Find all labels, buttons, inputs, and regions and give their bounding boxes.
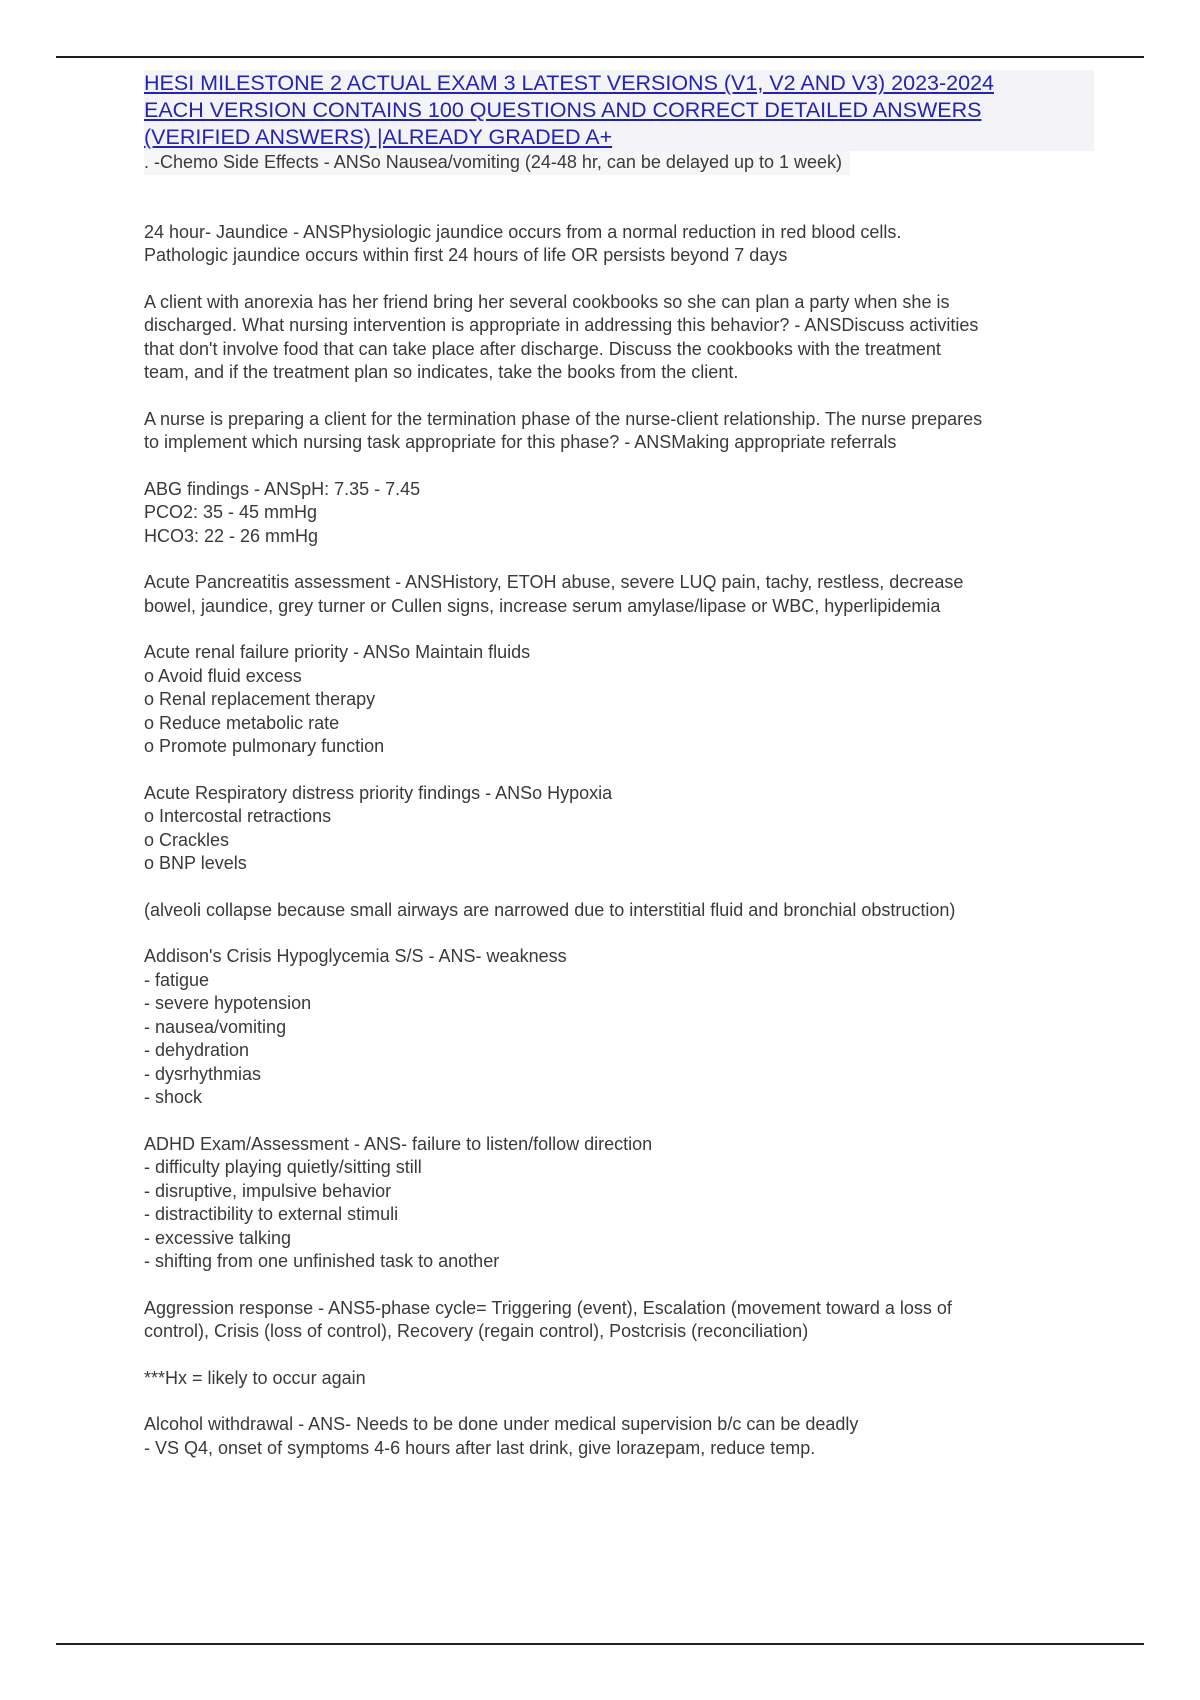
entry-line: A client with anorexia has her friend bring her several cookbooks so she can plan a party when she is: [144, 291, 950, 312]
lead-entry: . -Chemo Side Effects - ANSo Nausea/vomiting (24-48 hr, can be delayed up to 1 week): [144, 151, 850, 175]
qa-entry: [144, 945, 1094, 1110]
title-line: (VERIFIED ANSWERS) |ALREADY GRADED A+: [144, 125, 613, 149]
entry-line: A nurse is preparing a client for the termination phase of the nurse-client relationship. The nurse prepares: [144, 408, 983, 429]
entry-line: - excessive talking: [144, 1227, 292, 1248]
entry-line: HCO3: 22 - 26 mmHg: [144, 525, 319, 546]
qa-entry: [144, 641, 1094, 759]
qa-entry: [144, 221, 1094, 268]
qa-entry: [144, 478, 1094, 549]
entry-line: o Intercostal retractions: [144, 806, 332, 826]
spacer: [144, 618, 1094, 641]
spacer: [144, 268, 1094, 291]
entry-line: - distractibility to external stimuli: [144, 1204, 399, 1224]
entry-line: - shock: [144, 1087, 203, 1107]
spacer: [144, 385, 1094, 408]
entry-line: - nausea/vomiting: [144, 1016, 287, 1037]
entry-line: - shifting from one unfinished task to another: [144, 1251, 500, 1271]
spacer: [144, 1110, 1094, 1133]
entry-line: - dehydration: [144, 1040, 250, 1060]
entry-line: o BNP levels: [144, 853, 247, 873]
qa-entry: [144, 408, 1094, 455]
entries-list: [144, 175, 1094, 1461]
entry-line: o Renal replacement therapy: [144, 689, 376, 709]
entry-line: Acute Respiratory distress priority findings - ANSo Hypoxia: [144, 782, 613, 803]
entry-line: control), Crisis (loss of control), Recovery (regain control), Postcrisis (reconciliation): [144, 1321, 809, 1341]
title-line: EACH VERSION CONTAINS 100 QUESTIONS AND CORRECT DETAILED ANSWERS: [144, 98, 982, 122]
spacer: [144, 876, 1094, 899]
entry-line: ***Hx = likely to occur again: [144, 1367, 366, 1388]
entry-line: o Crackles: [144, 829, 230, 850]
entry-line: ADHD Exam/Assessment - ANS- failure to listen/follow direction: [144, 1133, 653, 1154]
qa-entry: [144, 1297, 1094, 1344]
entry-line: o Avoid fluid excess: [144, 665, 302, 686]
entry-line: to implement which nursing task appropriate for this phase? - ANSMaking appropriate referrals: [144, 432, 897, 452]
entry-line: Aggression response - ANS5-phase cycle= Triggering (event), Escalation (movement toward a loss of: [144, 1297, 952, 1318]
entry-line: - fatigue: [144, 969, 210, 990]
spacer: [144, 1344, 1094, 1367]
entry-line: - disruptive, impulsive behavior: [144, 1180, 392, 1201]
bottom-rule: [56, 1643, 1144, 1645]
entry-line: - dysrhythmias: [144, 1063, 262, 1084]
entry-line: bowel, jaundice, grey turner or Cullen signs, increase serum amylase/lipase or WBC, hyperlipidemia: [144, 595, 941, 616]
entry-line: discharged. What nursing intervention is appropriate in addressing this behavior? - ANSDiscuss activities: [144, 315, 979, 335]
entry-line: Pathologic jaundice occurs within first 24 hours of life OR persists beyond 7 days: [144, 245, 788, 265]
spacer: [144, 759, 1094, 782]
entry-line: - difficulty playing quietly/sitting still: [144, 1157, 422, 1177]
document-title-link[interactable]: [144, 70, 1094, 151]
entry-line: - severe hypotension: [144, 993, 312, 1013]
entry-line: Addison's Crisis Hypoglycemia S/S - ANS- weakness: [144, 946, 567, 966]
entry-line: Alcohol withdrawal - ANS- Needs to be done under medical supervision b/c can be deadly: [144, 1414, 859, 1434]
qa-entry: [144, 291, 1094, 385]
spacer: [144, 548, 1094, 571]
top-rule: [56, 56, 1144, 58]
spacer: [144, 175, 1094, 221]
qa-entry: [144, 571, 1094, 618]
qa-entry: [144, 1133, 1094, 1274]
entry-line: - VS Q4, onset of symptoms 4-6 hours after last drink, give lorazepam, reduce temp.: [144, 1437, 816, 1458]
spacer: [144, 1390, 1094, 1413]
title-line: HESI MILESTONE 2 ACTUAL EXAM 3 LATEST VERSIONS (V1, V2 AND V3) 2023-2024: [144, 71, 994, 95]
document-body: [144, 70, 1094, 1460]
spacer: [144, 1274, 1094, 1297]
entry-line: ABG findings - ANSpH: 7.35 - 7.45: [144, 478, 421, 499]
qa-entry: [144, 899, 1094, 923]
entry-line: (alveoli collapse because small airways are narrowed due to interstitial fluid and bronchial obstruction): [144, 899, 956, 920]
entry-line: that don't involve food that can take place after discharge. Discuss the cookbooks with the treatment: [144, 338, 941, 359]
spacer: [144, 455, 1094, 478]
entry-line: PCO2: 35 - 45 mmHg: [144, 502, 318, 522]
qa-entry: [144, 1413, 1094, 1460]
qa-entry: [144, 782, 1094, 876]
entry-line: team, and if the treatment plan so indicates, take the books from the client.: [144, 362, 739, 382]
entry-line: Acute Pancreatitis assessment - ANSHistory, ETOH abuse, severe LUQ pain, tachy, restless, decrease: [144, 572, 964, 592]
entry-line: 24 hour- Jaundice - ANSPhysiologic jaundice occurs from a normal reduction in red blood cells.: [144, 221, 902, 242]
spacer: [144, 922, 1094, 945]
entry-line: Acute renal failure priority - ANSo Maintain fluids: [144, 642, 531, 662]
entry-line: o Reduce metabolic rate: [144, 712, 340, 733]
entry-line: o Promote pulmonary function: [144, 736, 385, 756]
qa-entry: [144, 1367, 1094, 1391]
